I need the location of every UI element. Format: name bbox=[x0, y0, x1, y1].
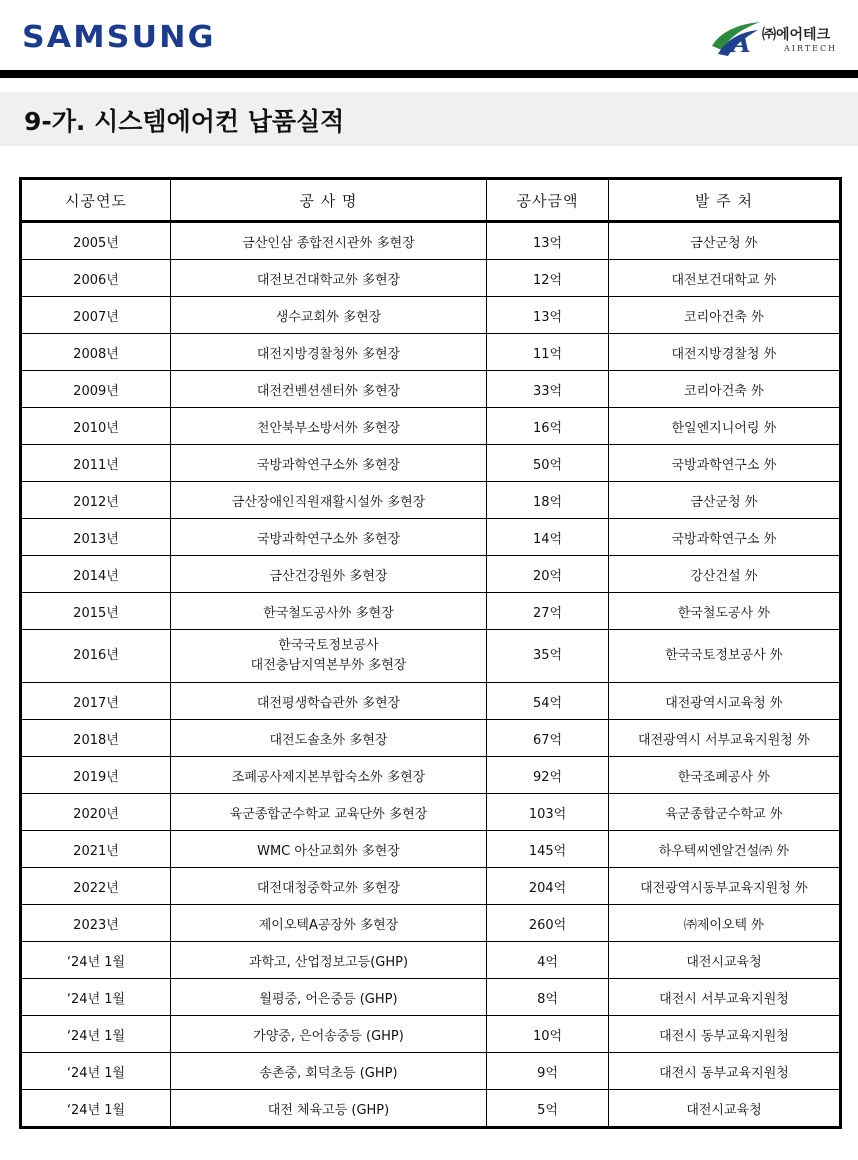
page-title: 9-가. 시스템에어컨 납품실적 bbox=[24, 107, 345, 136]
cell-project: 금산건강원外 多현장 bbox=[171, 556, 487, 593]
cell-project: 대전대청중학교外 多현장 bbox=[171, 868, 487, 905]
cell-project-line: 한국국토정보공사 bbox=[278, 638, 379, 653]
cell-year: 2015년 bbox=[21, 593, 171, 630]
cell-client: 국방과학연구소 外 bbox=[609, 445, 841, 482]
table-row bbox=[21, 222, 841, 260]
cell-amount: 27억 bbox=[487, 593, 609, 630]
cell-client: 금산군청 外 bbox=[609, 222, 841, 260]
cell-client: 한일엔지니어링 外 bbox=[609, 408, 841, 445]
cell-amount: 204억 bbox=[487, 868, 609, 905]
cell-client: 대전시 서부교육지원청 bbox=[609, 979, 841, 1016]
cell-amount: 33억 bbox=[487, 371, 609, 408]
table-row bbox=[21, 942, 841, 979]
cell-amount: 20억 bbox=[487, 556, 609, 593]
cell-year: ‘24년 1월 bbox=[21, 1090, 171, 1128]
cell-amount: 8억 bbox=[487, 979, 609, 1016]
cell-client: ㈜제이오텍 外 bbox=[609, 905, 841, 942]
table-row bbox=[21, 720, 841, 757]
cell-year: ‘24년 1월 bbox=[21, 979, 171, 1016]
cell-project-line: 대전충남지역본부外 多현장 bbox=[250, 658, 407, 673]
header-divider bbox=[0, 70, 858, 78]
cell-project: 국방과학연구소外 多현장 bbox=[171, 519, 487, 556]
delivery-record-table bbox=[19, 177, 842, 1129]
cell-project: 금산인삼 종합전시관外 多현장 bbox=[171, 222, 487, 260]
cell-year: 2017년 bbox=[21, 683, 171, 720]
cell-amount: 13억 bbox=[487, 222, 609, 260]
table-row bbox=[21, 371, 841, 408]
cell-amount: 5억 bbox=[487, 1090, 609, 1128]
partner-subtitle: AIRTECH bbox=[784, 44, 838, 53]
cell-year: 2013년 bbox=[21, 519, 171, 556]
cell-amount: 50억 bbox=[487, 445, 609, 482]
table-row bbox=[21, 593, 841, 630]
cell-year: 2018년 bbox=[21, 720, 171, 757]
table-row bbox=[21, 334, 841, 371]
cell-year: 2011년 bbox=[21, 445, 171, 482]
cell-amount: 67억 bbox=[487, 720, 609, 757]
cell-year: 2009년 bbox=[21, 371, 171, 408]
cell-client: 한국철도공사 外 bbox=[609, 593, 841, 630]
cell-client: 코리아건축 外 bbox=[609, 297, 841, 334]
table-row bbox=[21, 1090, 841, 1128]
table-row bbox=[21, 794, 841, 831]
cell-project: 대전도솔초外 多현장 bbox=[171, 720, 487, 757]
cell-year: ‘24년 1월 bbox=[21, 1016, 171, 1053]
cell-client: 대전시교육청 bbox=[609, 1090, 841, 1128]
cell-project: 육군종합군수학교 교육단外 多현장 bbox=[171, 794, 487, 831]
cell-client: 대전광역시교육청 外 bbox=[609, 683, 841, 720]
table-row bbox=[21, 519, 841, 556]
cell-project: 대전평생학습관外 多현장 bbox=[171, 683, 487, 720]
cell-year: 2006년 bbox=[21, 260, 171, 297]
table-row bbox=[21, 297, 841, 334]
table-row bbox=[21, 408, 841, 445]
cell-project: 대전컨벤션센터外 多현장 bbox=[171, 371, 487, 408]
table-row bbox=[21, 630, 841, 683]
cell-amount: 10억 bbox=[487, 1016, 609, 1053]
airtech-logo-group bbox=[708, 16, 848, 60]
table-row bbox=[21, 445, 841, 482]
table-row bbox=[21, 757, 841, 794]
table-row bbox=[21, 683, 841, 720]
cell-amount: 260억 bbox=[487, 905, 609, 942]
cell-amount: 4억 bbox=[487, 942, 609, 979]
table-row bbox=[21, 482, 841, 519]
cell-client: 대전지방경찰청 外 bbox=[609, 334, 841, 371]
cell-year: 2023년 bbox=[21, 905, 171, 942]
table-row bbox=[21, 905, 841, 942]
cell-amount: 12억 bbox=[487, 260, 609, 297]
cell-amount: 14억 bbox=[487, 519, 609, 556]
cell-year: 2021년 bbox=[21, 831, 171, 868]
table-header-row bbox=[21, 179, 841, 222]
table-row bbox=[21, 260, 841, 297]
cell-client: 강산건설 外 bbox=[609, 556, 841, 593]
header-year: 시공연도 bbox=[21, 179, 171, 222]
cell-project: 금산장애인직원재활시설外 多현장 bbox=[171, 482, 487, 519]
cell-client: 대전시교육청 bbox=[609, 942, 841, 979]
cell-amount: 16억 bbox=[487, 408, 609, 445]
cell-client: 금산군청 外 bbox=[609, 482, 841, 519]
cell-amount: 9억 bbox=[487, 1053, 609, 1090]
cell-amount: 11억 bbox=[487, 334, 609, 371]
cell-client: 한국조폐공사 外 bbox=[609, 757, 841, 794]
cell-project: 송촌중, 회덕초등 (GHP) bbox=[171, 1053, 487, 1090]
cell-client: 대전보건대학교 外 bbox=[609, 260, 841, 297]
cell-amount: 18억 bbox=[487, 482, 609, 519]
header-client: 발 주 처 bbox=[609, 179, 841, 222]
cell-client: 대전시 동부교육지원청 bbox=[609, 1016, 841, 1053]
cell-project: 과학고, 산업정보고등(GHP) bbox=[171, 942, 487, 979]
cell-year: 2022년 bbox=[21, 868, 171, 905]
table-row bbox=[21, 868, 841, 905]
cell-year: 2012년 bbox=[21, 482, 171, 519]
airtech-emblem-icon bbox=[708, 16, 764, 60]
cell-project bbox=[171, 630, 487, 683]
cell-year: ‘24년 1월 bbox=[21, 942, 171, 979]
cell-amount: 54억 bbox=[487, 683, 609, 720]
cell-project: 대전보건대학교外 多현장 bbox=[171, 260, 487, 297]
cell-project: 천안북부소방서外 多현장 bbox=[171, 408, 487, 445]
table-row bbox=[21, 1016, 841, 1053]
cell-project: WMC 아산교회外 多현장 bbox=[171, 831, 487, 868]
cell-year: 2010년 bbox=[21, 408, 171, 445]
cell-client: 국방과학연구소 外 bbox=[609, 519, 841, 556]
cell-project: 가양중, 은어송중등 (GHP) bbox=[171, 1016, 487, 1053]
cell-project: 제이오텍A공장外 多현장 bbox=[171, 905, 487, 942]
table-row bbox=[21, 831, 841, 868]
header-project: 공 사 명 bbox=[171, 179, 487, 222]
title-band bbox=[0, 92, 858, 146]
cell-year: 2007년 bbox=[21, 297, 171, 334]
cell-project: 생수교회外 多현장 bbox=[171, 297, 487, 334]
cell-year: 2005년 bbox=[21, 222, 171, 260]
table-row bbox=[21, 556, 841, 593]
table-row bbox=[21, 979, 841, 1016]
header-amount: 공사금액 bbox=[487, 179, 609, 222]
cell-amount: 92억 bbox=[487, 757, 609, 794]
cell-year: ‘24년 1월 bbox=[21, 1053, 171, 1090]
cell-project: 대전지방경찰청外 多현장 bbox=[171, 334, 487, 371]
cell-client: 코리아건축 外 bbox=[609, 371, 841, 408]
cell-project: 조폐공사제지본부합숙소外 多현장 bbox=[171, 757, 487, 794]
cell-client: 대전광역시동부교육지원청 外 bbox=[609, 868, 841, 905]
partner-name: ㈜에어테크 bbox=[762, 27, 831, 43]
cell-amount: 145억 bbox=[487, 831, 609, 868]
cell-client: 대전시 동부교육지원청 bbox=[609, 1053, 841, 1090]
cell-year: 2014년 bbox=[21, 556, 171, 593]
cell-year: 2019년 bbox=[21, 757, 171, 794]
cell-client: 육군종합군수학교 外 bbox=[609, 794, 841, 831]
cell-project: 한국철도공사外 多현장 bbox=[171, 593, 487, 630]
cell-year: 2008년 bbox=[21, 334, 171, 371]
svg-text:A: A bbox=[732, 29, 751, 58]
cell-year: 2016년 bbox=[21, 630, 171, 683]
cell-client: 한국국토정보공사 外 bbox=[609, 630, 841, 683]
cell-client: 대전광역시 서부교육지원청 外 bbox=[609, 720, 841, 757]
table-row bbox=[21, 1053, 841, 1090]
cell-project: 월평중, 어은중등 (GHP) bbox=[171, 979, 487, 1016]
cell-amount: 103억 bbox=[487, 794, 609, 831]
cell-project: 대전 체육고등 (GHP) bbox=[171, 1090, 487, 1128]
cell-amount: 35억 bbox=[487, 630, 609, 683]
samsung-logo: SAMSUNG bbox=[22, 20, 216, 55]
cell-client: 하우텍씨엔알건설㈜ 外 bbox=[609, 831, 841, 868]
cell-amount: 13억 bbox=[487, 297, 609, 334]
cell-year: 2020년 bbox=[21, 794, 171, 831]
page-header bbox=[0, 0, 858, 72]
cell-project: 국방과학연구소外 多현장 bbox=[171, 445, 487, 482]
